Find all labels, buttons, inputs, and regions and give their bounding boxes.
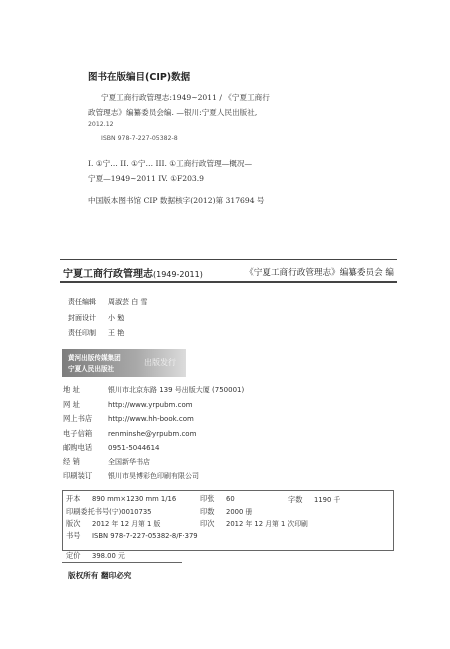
staff-label: 责任编辑 [68,298,96,306]
info-row [63,414,194,424]
spec-row [66,506,152,517]
spec-row [200,506,252,517]
book-title [63,265,203,280]
printer-value: 银川市昊博彩色印刷有限公司 [108,472,199,480]
staff-value: 周淑芸 白 雪 [108,298,148,306]
spec-row [66,531,198,541]
spec-row [66,494,176,504]
info-row [63,400,193,410]
book-editor: 《宁夏工商行政管理志》编纂委员会 编 [245,268,394,278]
phone-value: 0951-5044614 [108,444,160,452]
cip-line-2: 政管理志》编纂委员会编. —银川:宁夏人民出版社, [88,108,258,117]
spec-label: 版次 [66,519,81,528]
cip-subject-1: I. ①宁… II. ①宁… III. ①工商行政管理—概况— [88,159,253,168]
publisher-tag: 出版发行 [144,358,176,367]
spec-label: 字数 [288,495,303,504]
info-row [63,457,150,467]
staff-row [68,313,124,323]
cip-approval: 中国版本图书馆 CIP 数据核字(2012)第 317694 号 [88,196,265,205]
spec-label: 印张 [200,494,215,503]
email-link[interactable]: renminshe@yrpubm.com [108,430,197,438]
info-label: 印刷装订 [63,471,93,480]
spec-label: 印数 [200,507,215,516]
info-row [63,385,244,395]
title-top-rule [60,259,397,260]
printing-value: 2012 年 12 月第 1 次印刷 [226,520,308,528]
info-label: 网 址 [63,400,80,409]
book-title-years: (1949-2011) [153,270,203,279]
info-label: 地 址 [63,385,80,394]
distributor-value: 全国新华书店 [108,458,150,466]
publisher-group-name: 黄河出版传媒集团 [68,354,121,362]
price-value: 398.00 元 [92,552,125,560]
print-run-value: 2000 册 [226,508,253,516]
edition-value: 2012 年 12 月第 1 版 [92,520,161,528]
format-value: 890 mm×1230 mm 1/16 [92,495,177,503]
cip-date: 2012.12 [88,121,114,128]
cip-isbn: ISBN 978-7-227-05382-8 [101,135,178,142]
price-rule [62,562,182,563]
staff-label: 责任印制 [68,329,96,337]
cip-heading: 图书在版编目(CIP)数据 [88,72,191,83]
info-row [63,471,199,481]
sheets-value: 60 [226,495,235,503]
staff-row [68,328,124,338]
staff-row [68,297,147,307]
price-row [66,550,125,561]
cip-subject-2: 宁夏—1949~2011 IV. ①F203.9 [88,174,205,183]
info-label: 经 销 [63,457,80,466]
title-bottom-rule [60,281,397,283]
publisher-banner [62,349,186,377]
isbn-value: ISBN 978-7-227-05382-8/F·379 [92,532,198,540]
info-label: 网上书店 [63,414,93,423]
spec-row [200,494,235,504]
spec-label: 印次 [200,519,215,528]
price-label: 定价 [66,551,81,560]
cip-line-1: 宁夏工商行政管理志:1949~2011 / 《宁夏工商行 [101,93,270,102]
spec-label: 书号 [66,531,81,540]
copyright-notice: 版权所有 翻印必究 [68,571,132,580]
info-label: 邮购电话 [63,443,93,452]
staff-value: 王 艳 [108,329,125,337]
info-label: 电子信箱 [63,429,93,438]
spec-row [66,518,160,529]
book-title-text: 宁夏工商行政管理志 [63,269,153,280]
contract-value: (宁)0010735 [109,508,152,516]
words-value: 1190 千 [314,496,341,504]
address-value: 银川市北京东路 139 号出版大厦 (750001) [108,386,245,394]
staff-label: 封面设计 [68,314,96,322]
spec-label: 印刷委托书号 [66,507,110,516]
staff-value: 小 勉 [108,314,125,322]
online-store-link[interactable]: http://www.hh-book.com [108,415,194,423]
publisher-name: 宁夏人民出版社 [68,365,115,373]
info-row [63,429,196,439]
info-row [63,443,160,453]
spec-label: 开本 [66,494,81,503]
website-link[interactable]: http://www.yrpubm.com [108,401,193,409]
spec-row [200,518,308,529]
spec-row [288,494,340,505]
